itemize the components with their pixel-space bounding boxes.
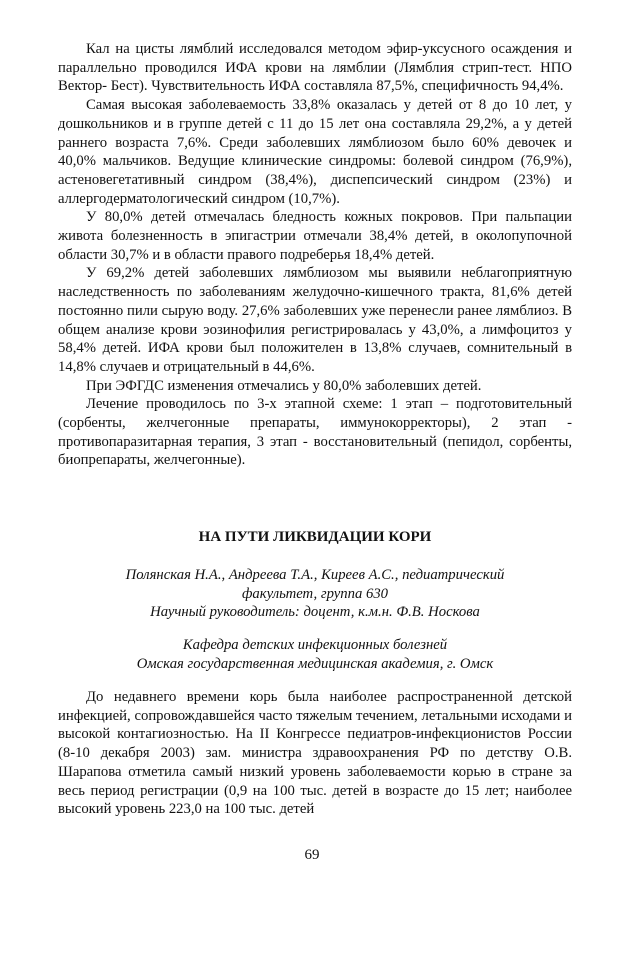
paragraph: У 80,0% детей отмечалась бледность кожных покровов. При пальпации живота болезненность в эпигастрии отмечали 38,4% детей, в околопупочной области 30,7% и в области правого подреберья 18,4% детей. [58, 209, 572, 263]
article-authors [58, 566, 572, 622]
paragraph: Самая высокая заболеваемость 33,8% оказалась у детей от 8 до 10 лет, у дошкольников и в группе детей с 11 до 15 лет она составляла 29,2%, а у детей раннего возраста 7,6%. Среди заболевших лямблиозом было 60% девочек и 40,0% мальчиков. Ведущие клинические синдромы: болевой синдром (76,9%), астеновегетативный синдром (38,4%), диспепсический синдром (23%) и аллергодерматологический синдром (10,7%). [58, 97, 572, 207]
institution: Омская государственная медицинская академия, г. Омск [136, 655, 494, 672]
authors-line: Полянская Н.А., Андреева Т.А., Киреев А.С., педиатрический [125, 567, 505, 583]
article-body [58, 688, 572, 819]
article-title: НА ПУТИ ЛИКВИДАЦИИ КОРИ [198, 529, 432, 545]
paragraph: Лечение проводилось по 3-х этапной схеме: 1 этап – подготовительный (сорбенты, желчегонные препараты, иммунокорректоры), 2 этап - противопаразитарная терапия, 3 этап - восстановительный (пепидол, сорбенты, биопрепараты, желчегонные). [58, 396, 572, 469]
paragraph: При ЭФГДС изменения отмечались у 80,0% заболевших детей. [86, 377, 482, 394]
department: Кафедра детских инфекционных болезней [182, 637, 448, 653]
authors-group: факультет, группа 630 [241, 585, 389, 602]
paragraph: Кал на цисты лямблий исследовался методом эфир-уксусного осаждения и параллельно проводился ИФА крови на лямблии (Лямблия стрип-тест. НПО Вектор- Бест). Чувствительность ИФА составляла 87,5%, специфичность 94,4%. [58, 41, 572, 95]
section-body [58, 40, 572, 470]
page-number: 69 [304, 847, 320, 863]
paragraph: У 69,2% детей заболевших лямблиозом мы выявили неблагоприятную наследственность по заболеваниям желудочно-кишечного тракта, 81,6% детей постоянно пили сырую воду. 27,6% заболевших уже перенесли ранее лямблиоз. В общем анализе крови эозинофилия регистрировалась у 43,0%, а лимфоцитоз у 58,4% детей. ИФА крови был положителен в 13,8% случаев, сомнительный в 14,8% случаев и отрицательный в 44,6%. [58, 265, 572, 375]
affiliation [58, 636, 572, 673]
supervisor: Научный руководитель: доцент, к.м.н. Ф.В. Носкова [150, 604, 480, 621]
paragraph: До недавнего времени корь была наиболее распространенной детской инфекцией, сопровождавшейся часто тяжелым течением, летальными исходами и высокой контагиозностью. На II Конгрессе педиатров-инфекционистов России (8-10 декабря 2003) зам. министра здравоохранения РФ по детству О.В. Шарапова отметила самый низкий уровень заболеваемости корью в стране за весь период регистрации (0,9 на 100 тыс. детей в возрасте до 15 лет; наиболее высокий уровень 223,0 на 100 тыс. детей [58, 689, 572, 818]
